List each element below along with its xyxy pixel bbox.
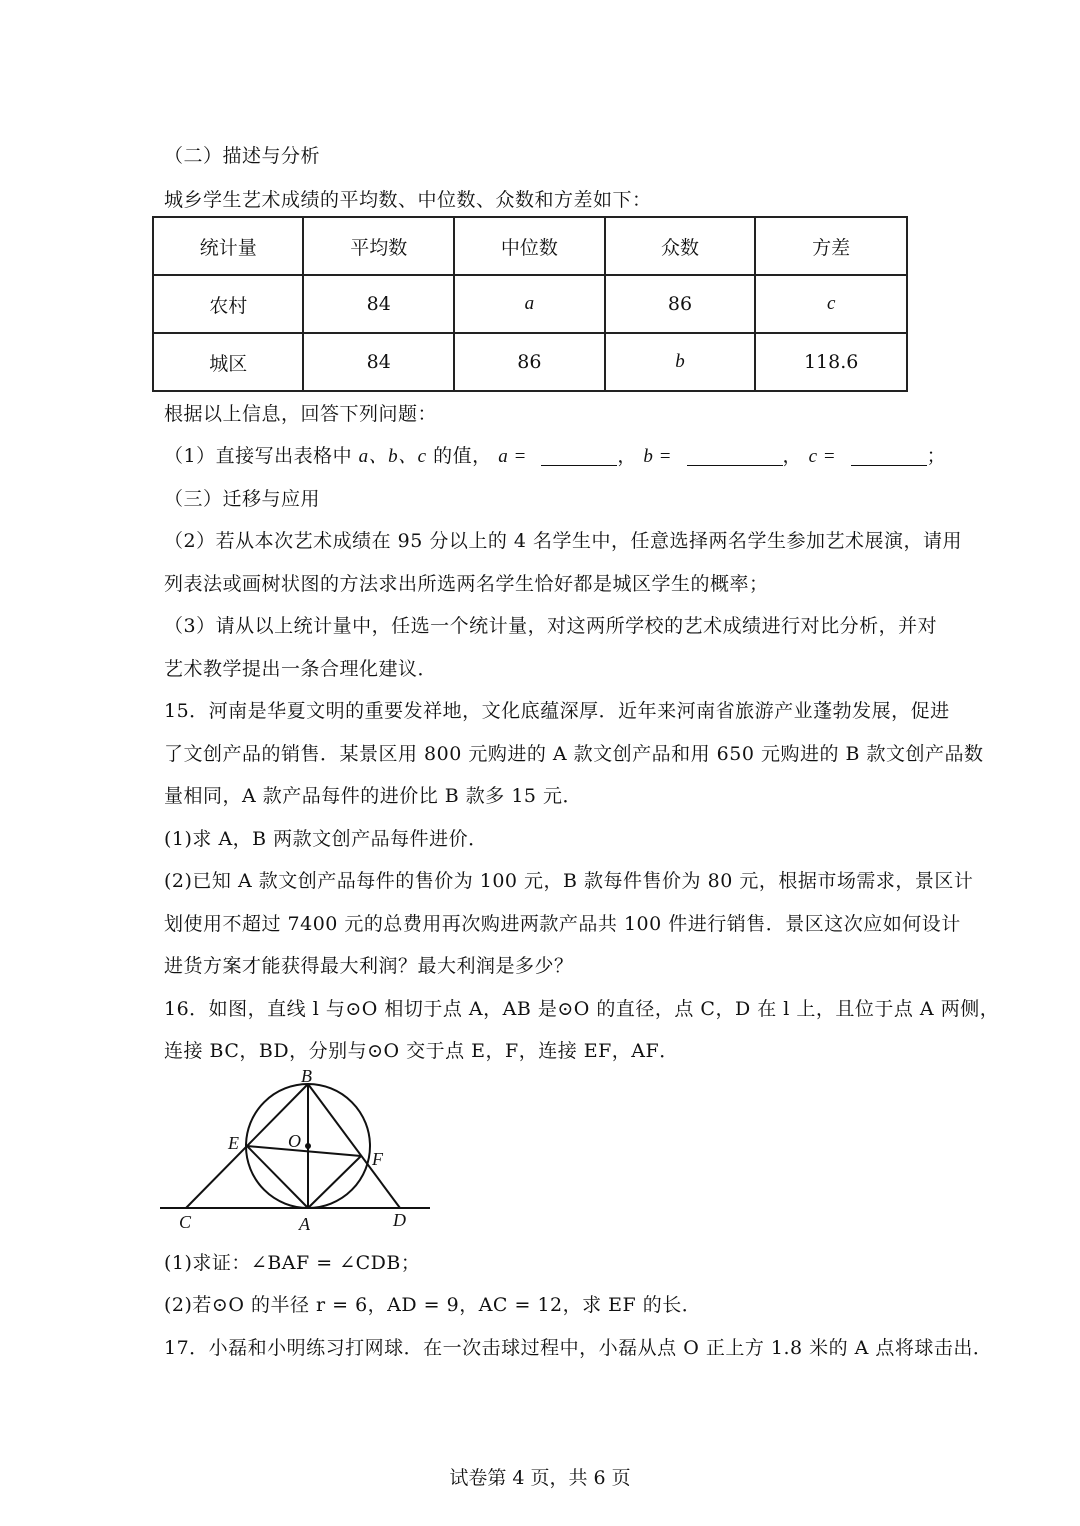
question-1 [164, 441, 946, 468]
label-b: B [301, 1066, 312, 1086]
answer-blank-b[interactable] [687, 445, 783, 466]
table-cell: 84 [303, 333, 454, 391]
segment-ef [247, 1146, 361, 1156]
problem-16-line-2: 连接 BC，BD，分别与⊙O 交于点 E，F，连接 EF，AF． [164, 1040, 679, 1062]
label-c: C [179, 1212, 192, 1232]
section-heading-2: （二）描述与分析 [164, 145, 321, 167]
problem-15-line-3: 量相同，A 款产品每件的进价比 B 款多 15 元． [164, 785, 583, 807]
questions-intro: 根据以上信息，回答下列问题： [164, 403, 438, 425]
table-cell: 86 [605, 275, 756, 333]
answer-blank-a[interactable] [541, 445, 617, 466]
table-header-cell: 众数 [605, 217, 756, 275]
table-header-cell: 方差 [755, 217, 907, 275]
center-point-o [305, 1143, 311, 1149]
table-header-cell: 平均数 [303, 217, 454, 275]
section-heading-3: （三）迁移与应用 [164, 488, 321, 510]
problem-16-question-2: (2)若⊙O 的半径 r = 6，AD = 9，AC = 12，求 EF 的长． [164, 1294, 702, 1316]
segment-ae [247, 1146, 308, 1208]
table-header-cell: 中位数 [454, 217, 605, 275]
table-header-row [153, 217, 907, 275]
table-cell: b [605, 333, 756, 391]
question-3-line-1: （3）请从以上统计量中，任选一个统计量，对这两所学校的艺术成绩进行对比分析，并对 [164, 615, 938, 637]
q1-b-label: b = [643, 446, 672, 467]
label-a: A [299, 1214, 310, 1234]
label-d: D [393, 1210, 406, 1230]
q1-c-label: c = [808, 446, 837, 467]
table-cell: 86 [454, 333, 605, 391]
table-cell: 农村 [153, 275, 303, 333]
table-row-rural [153, 275, 907, 333]
q1-sep: ， [782, 445, 803, 467]
problem-15-line-2: 了文创产品的销售．某景区用 800 元购进的 A 款文创产品和用 650 元购进的 B 款文创产品数 [164, 743, 984, 765]
label-f: F [372, 1149, 383, 1169]
problem-15-question-2-line-2: 划使用不超过 7400 元的总费用再次购进两款产品共 100 件进行销售．景区这次应如何设计 [164, 913, 961, 935]
q1-end: ； [926, 445, 947, 467]
table-cell: c [755, 275, 907, 333]
q1-sep: ， [617, 445, 637, 467]
question-3-line-2: 艺术教学提出一条合理化建议． [164, 658, 438, 680]
label-e: E [228, 1133, 239, 1153]
problem-15-question-2-line-1: (2)已知 A 款文创产品每件的售价为 100 元，B 款每件售价为 80 元，根据市场需求，景区计 [164, 870, 974, 892]
label-o: O [288, 1131, 301, 1151]
table-row-urban [153, 333, 907, 391]
segment-bd [308, 1084, 400, 1208]
table-cell: 城区 [153, 333, 303, 391]
q1-prefix: （1）直接写出表格中 [164, 445, 353, 467]
question-2-line-2: 列表法或画树状图的方法求出所选两名学生恰好都是城区学生的概率； [164, 573, 769, 595]
problem-15-line-1: 15．河南是华夏文明的重要发祥地，文化底蕴深厚．近年来河南省旅游产业蓬勃发展，促进 [164, 700, 950, 722]
problem-16-question-1: (1)求证：∠BAF = ∠CDB； [164, 1252, 421, 1274]
problem-17-line-1: 17．小磊和小明练习打网球．在一次击球过程中，小磊从点 O 正上方 1.8 米的 A 点将球击出． [164, 1337, 993, 1359]
question-2-line-1: （2）若从本次艺术成绩在 95 分以上的 4 名学生中，任意选择两名学生参加艺术展演，请用 [164, 530, 963, 552]
statistics-table [152, 216, 908, 392]
page-footer: 试卷第 4 页，共 6 页 [449, 1467, 631, 1489]
answer-blank-c[interactable] [851, 445, 927, 466]
q1-vars: a、b、c [358, 446, 427, 467]
table-intro: 城乡学生艺术成绩的平均数、中位数、众数和方差如下： [164, 189, 652, 211]
table-cell: 118.6 [755, 333, 907, 391]
table-cell: 84 [303, 275, 454, 333]
table-cell: a [454, 275, 605, 333]
problem-15-question-2-line-3: 进货方案才能获得最大利润？最大利润是多少？ [164, 955, 574, 977]
problem-15-question-1: (1)求 A，B 两款文创产品每件进价． [164, 828, 488, 850]
geometry-figure [155, 1060, 445, 1240]
problem-16-line-1: 16．如图，直线 l 与⊙O 相切于点 A，AB 是⊙O 的直径，点 C，D 在 l 上，且位于点 A 两侧， [164, 998, 1000, 1020]
q1-a-label: a = [498, 446, 527, 467]
table-header-cell: 统计量 [153, 217, 303, 275]
q1-mid: 的值， [433, 445, 492, 467]
segment-af [308, 1156, 361, 1208]
